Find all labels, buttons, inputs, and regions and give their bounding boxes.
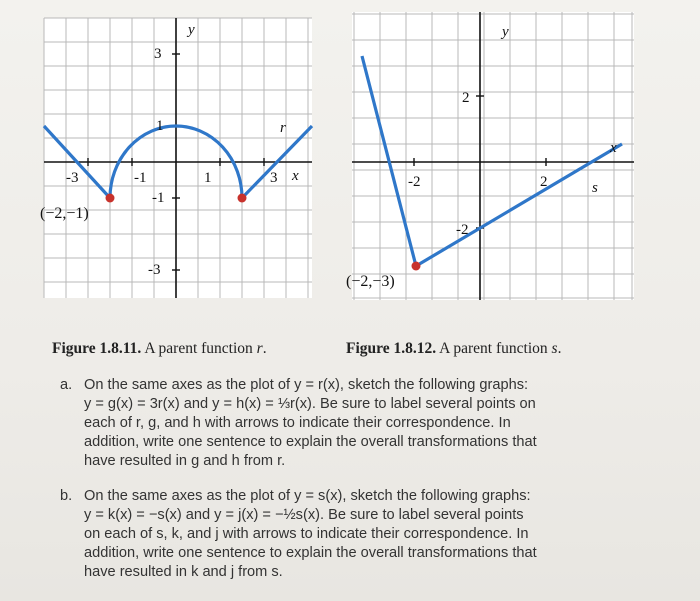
graph-s-curve-label: s — [592, 180, 598, 196]
graph-s — [346, 12, 634, 300]
caption-right-end: . — [557, 340, 562, 357]
graph-s-ytick-neg2: -2 — [456, 222, 469, 238]
graph-r-x-label: x — [292, 168, 299, 184]
problem-b-line-1: On the same axes as the plot of y = s(x), sketch the following graphs: — [84, 488, 531, 504]
caption-right-text: A parent function — [439, 340, 548, 357]
graph-s-xtick-neg2: -2 — [408, 174, 421, 190]
graph-r-xtick-1: 1 — [204, 170, 212, 186]
graph-r-xtick-3: 3 — [270, 170, 278, 186]
point-marker-left — [106, 194, 115, 203]
graph-r-ytick-neg3: -3 — [148, 262, 161, 278]
graph-s-x-label: x — [610, 140, 617, 156]
caption-right-number: Figure 1.8.12. — [346, 340, 437, 357]
problem-a-line-1: On the same axes as the plot of y = r(x), sketch the following graphs: — [84, 377, 529, 393]
graph-r-ytick-3: 3 — [154, 46, 162, 62]
problem-b-label: b. — [60, 488, 73, 504]
problem-b-line-4: addition, write one sentence to explain the overall transformations that — [84, 545, 537, 561]
graph-r-y-label: y — [188, 22, 195, 38]
graph-s-y-label: y — [502, 24, 509, 40]
graph-s-background — [352, 12, 634, 300]
problem-b-line-3: on each of s, k, and j with arrows to indicate their correspondence. In — [84, 526, 529, 542]
caption-figure-1-8-11 — [52, 340, 267, 358]
graph-r-ytick-1: 1 — [156, 118, 164, 134]
graph-r-curve-label: r — [280, 120, 286, 136]
graph-s-ytick-2: 2 — [462, 90, 470, 106]
problem-a — [60, 376, 630, 471]
graph-r — [40, 18, 312, 298]
caption-left-text: A parent function — [144, 340, 253, 357]
graph-s-point-label: (−2,−3) — [346, 273, 395, 290]
problem-b — [60, 487, 630, 582]
caption-figure-1-8-12 — [346, 340, 561, 358]
caption-right-var: s — [551, 340, 558, 357]
point-marker-s — [412, 262, 421, 271]
graph-r-xtick-neg3: -3 — [66, 170, 79, 186]
problem-b-line-2: y = k(x) = −s(x) and y = j(x) = −½s(x). Be sure to label several points — [84, 507, 524, 523]
point-marker-right — [238, 194, 247, 203]
problem-a-line-4: addition, write one sentence to explain the overall transformations that — [84, 434, 537, 450]
problem-a-line-2: y = g(x) = 3r(x) and y = h(x) = ⅓r(x). Be sure to label several points on — [84, 396, 536, 412]
problem-a-label: a. — [60, 377, 73, 393]
graph-r-ytick-neg1: -1 — [152, 190, 165, 206]
problem-a-line-3: each of r, g, and h with arrows to indicate their correspondence. In — [84, 415, 511, 431]
graph-r-point-label: (−2,−1) — [40, 205, 89, 222]
problem-b-line-5: have resulted in k and j from s. — [84, 564, 283, 580]
graph-s-xtick-2: 2 — [540, 174, 548, 190]
graph-r-xtick-neg1: -1 — [134, 170, 147, 186]
caption-left-end: . — [262, 340, 267, 357]
caption-left-number: Figure 1.8.11. — [52, 340, 142, 357]
graph-r-background — [44, 18, 312, 298]
problem-a-line-5: have resulted in g and h from r. — [84, 453, 286, 469]
caption-left-var: r — [256, 340, 263, 357]
